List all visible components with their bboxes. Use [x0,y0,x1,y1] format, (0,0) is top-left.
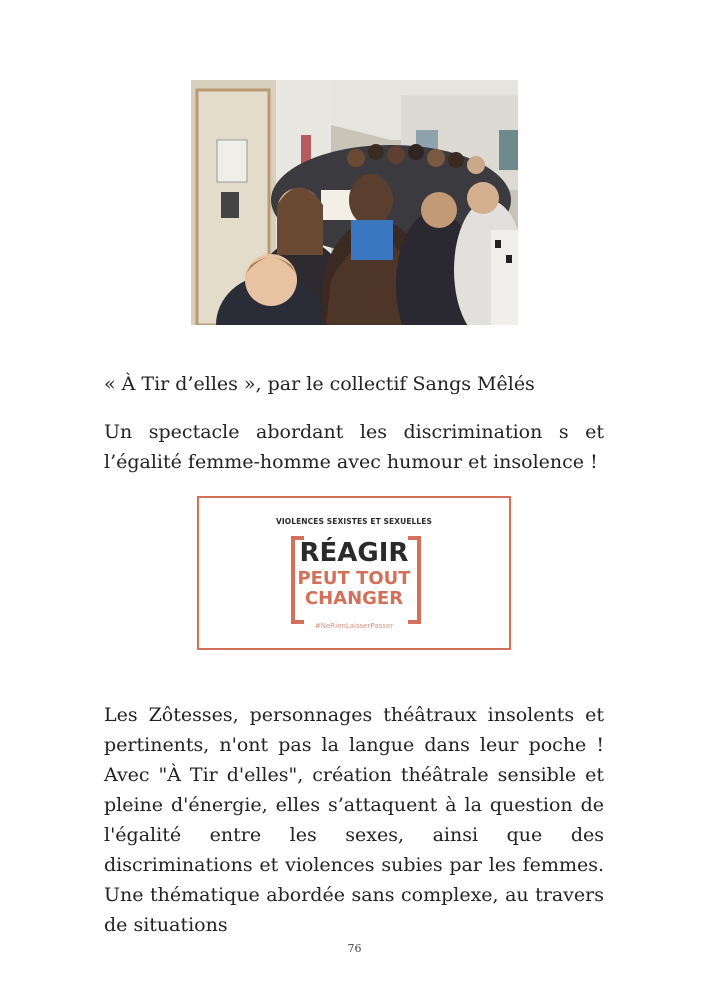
poster-subline-1: PEUT TOUT [297,568,411,589]
poster-top-text: VIOLENCES SEXISTES ET SEXUELLES [275,517,433,526]
crowd-photo-illustration [191,80,518,325]
poster-subline-2: CHANGER [304,588,404,609]
intro-paragraph: Un spectacle abordant les discrimination s et l’égalité femme-homme avec humour et insolence ! [104,421,604,473]
poster-hashtag: #NeRienLaisserPasser [314,622,394,630]
photo-caption: « À Tir d’elles », par le collectif Sangs Mêlés [104,373,535,395]
crowd-photo [191,80,518,325]
page-number: 76 [347,942,362,955]
poster-headline: RÉAGIR [299,538,409,568]
body-paragraph: Les Zôtesses, personnages théâtraux insolents et pertinents, n'ont pas la langue dans leur poche ! Avec "À Tir d'elles", création théâtrale sensible et pleine d'énergie, elles s’attaquent à la question de l'égalité entre les sexes, ainsi que des discriminations et violences subies par les femmes. Une thématique abordée sans complexe, au travers de situations [104,704,604,936]
campaign-poster [197,496,511,650]
